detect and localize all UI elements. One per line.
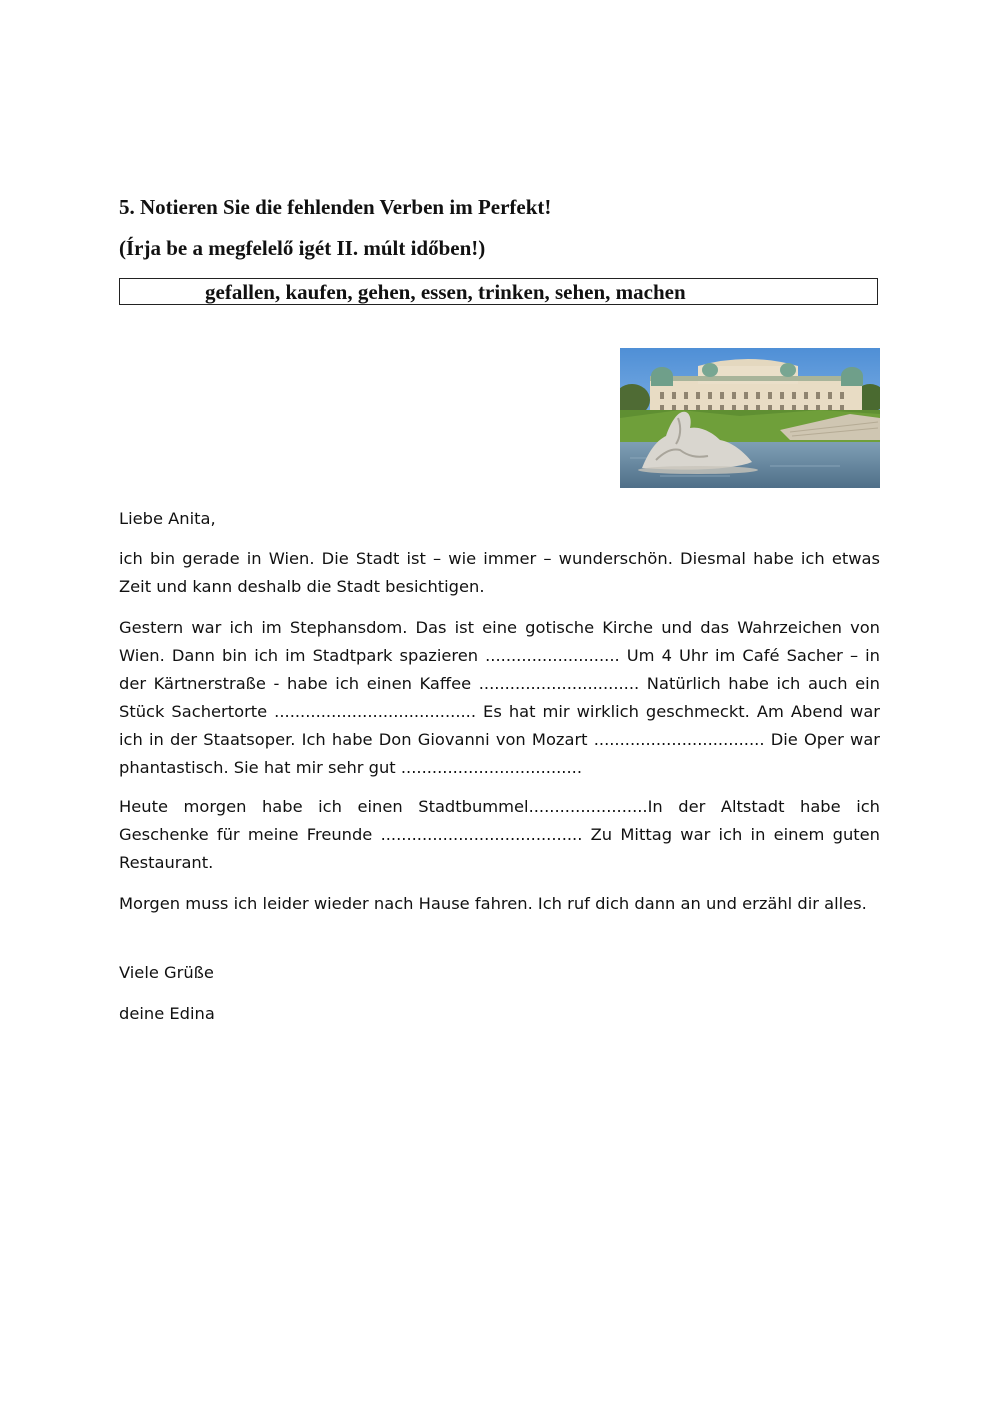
letter-signature: deine Edina (119, 1004, 215, 1023)
letter-salutation: Liebe Anita, (119, 509, 216, 528)
exercise-title: 5. Notieren Sie die fehlenden Verben im Perfekt! (119, 195, 552, 219)
letter-paragraph: ich bin gerade in Wien. Die Stadt ist – wie immer – wunderschön. Diesmal habe ich etwas Zeit und kann deshalb die Stadt besichtigen. (119, 549, 880, 596)
letter-paragraph: Morgen muss ich leider wieder nach Hause fahren. Ich ruf dich dann an und erzähl dir alles. (119, 894, 867, 913)
verb-list: gefallen, kaufen, gehen, essen, trinken, sehen, machen (205, 280, 686, 304)
belvedere-palace-photo (620, 348, 880, 488)
verb-list-box (119, 278, 878, 305)
letter-paragraph: Heute morgen habe ich einen Stadtbummel.......................In der Altstadt habe ich Geschenke für meine Freunde ....................................... Zu Mittag war ich in einem guten Restaurant. (119, 797, 880, 872)
letter-closing: Viele Grüße (119, 963, 214, 982)
letter-paragraph: Gestern war ich im Stephansdom. Das ist eine gotische Kirche und das Wahrzeichen von Wien. Dann bin ich im Stadtpark spazieren .......................... Um 4 Uhr im Café Sacher – in der Kärtnerstraße - habe ich einen Kaffee ............................... Natürlich habe ich auch ein Stück Sachertorte ....................................... Es hat mir wirklich geschmeckt. Am Abend war ich in der Staatsoper. Ich habe Don Giovanni von Mozart ................................. Die Oper war phantastisch. Sie hat mir sehr gut ................................... (119, 618, 880, 777)
exercise-subtitle: (Írja be a megfelelő igét II. múlt időben!) (119, 236, 486, 260)
